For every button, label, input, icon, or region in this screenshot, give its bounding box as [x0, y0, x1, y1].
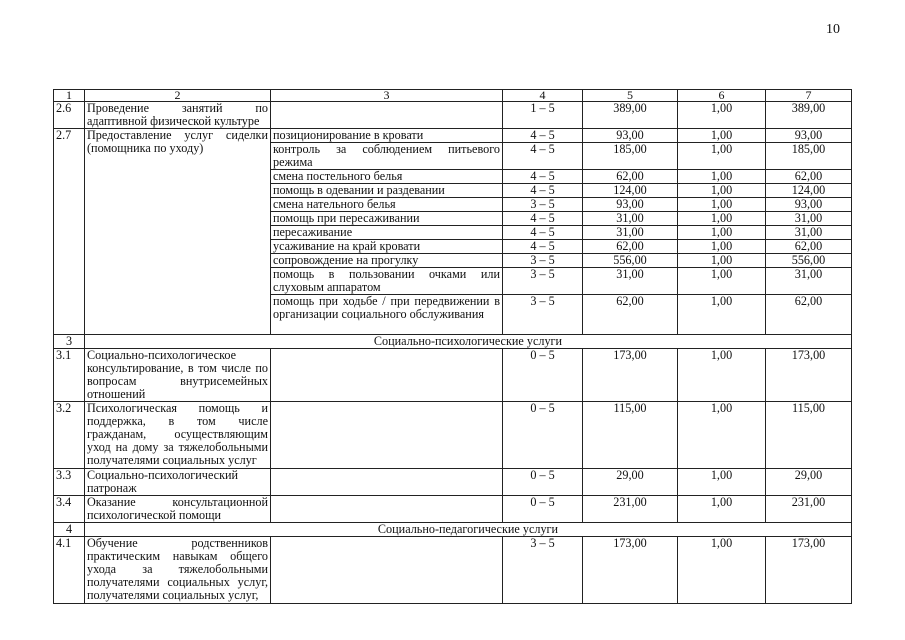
- header-cell: 5: [583, 90, 678, 102]
- price-cell: 62,00: [583, 295, 678, 335]
- price-cell: 62,00: [583, 240, 678, 254]
- row-number: 3.1: [54, 349, 85, 402]
- price-cell: 389,00: [583, 102, 678, 129]
- range-cell: 3 – 5: [503, 295, 583, 335]
- section-number: 4: [54, 523, 85, 537]
- table-row: [54, 469, 852, 496]
- price-cell: 31,00: [583, 212, 678, 226]
- range-cell: 3 – 5: [503, 254, 583, 268]
- subservice-name: усаживание на край кровати: [271, 240, 503, 254]
- range-cell: 4 – 5: [503, 240, 583, 254]
- subservice-name: смена постельного белья: [271, 170, 503, 184]
- header-cell: 3: [271, 90, 503, 102]
- subservice-name: помощь в пользовании очками или слуховым аппаратом: [271, 268, 503, 295]
- subservice-name: помощь при ходьбе / при передвижении в организации социального обслуживания: [271, 295, 503, 335]
- price-cell: 556,00: [583, 254, 678, 268]
- coef-cell: 1,00: [678, 143, 766, 170]
- coef-cell: 1,00: [678, 226, 766, 240]
- section-title: Социально-педагогические услуги: [85, 523, 852, 537]
- price-cell: 31,00: [583, 226, 678, 240]
- coef-cell: 1,00: [678, 295, 766, 335]
- table-row: [54, 129, 852, 143]
- range-cell: 3 – 5: [503, 268, 583, 295]
- subservice-name: позиционирование в кровати: [271, 129, 503, 143]
- range-cell: 4 – 5: [503, 226, 583, 240]
- range-cell: 3 – 5: [503, 198, 583, 212]
- coef-cell: 1,00: [678, 349, 766, 402]
- service-name: Социально-психологическое консультирование, в том числе по вопросам внутрисемейных отношений: [85, 349, 271, 402]
- total-cell: 31,00: [766, 212, 852, 226]
- table-row: [54, 402, 852, 469]
- service-name: Проведение занятий по адаптивной физической культуре: [85, 102, 271, 129]
- section-number: 3: [54, 335, 85, 349]
- range-cell: 0 – 5: [503, 349, 583, 402]
- price-cell: 173,00: [583, 349, 678, 402]
- range-cell: 4 – 5: [503, 143, 583, 170]
- range-cell: 4 – 5: [503, 184, 583, 198]
- service-name: Оказание консультационной психологической помощи: [85, 496, 271, 523]
- table-row: [54, 537, 852, 604]
- coef-cell: 1,00: [678, 240, 766, 254]
- coef-cell: 1,00: [678, 496, 766, 523]
- subservice-name: смена нательного белья: [271, 198, 503, 212]
- row-number: 3.3: [54, 469, 85, 496]
- price-cell: 93,00: [583, 129, 678, 143]
- range-cell: 4 – 5: [503, 129, 583, 143]
- price-cell: 31,00: [583, 268, 678, 295]
- subservice-name: [271, 469, 503, 496]
- header-cell: 4: [503, 90, 583, 102]
- total-cell: 62,00: [766, 295, 852, 335]
- coef-cell: 1,00: [678, 184, 766, 198]
- total-cell: 31,00: [766, 226, 852, 240]
- total-cell: 231,00: [766, 496, 852, 523]
- subservice-name: пересаживание: [271, 226, 503, 240]
- total-cell: 115,00: [766, 402, 852, 469]
- total-cell: 389,00: [766, 102, 852, 129]
- row-number: 3.4: [54, 496, 85, 523]
- total-cell: 93,00: [766, 129, 852, 143]
- range-cell: 1 – 5: [503, 102, 583, 129]
- tariff-table: [53, 89, 852, 604]
- range-cell: 0 – 5: [503, 469, 583, 496]
- price-cell: 231,00: [583, 496, 678, 523]
- total-cell: 173,00: [766, 349, 852, 402]
- table-row: [54, 496, 852, 523]
- subservice-name: [271, 402, 503, 469]
- subservice-name: [271, 102, 503, 129]
- service-name: Обучение родственников практическим навыкам общего ухода за тяжелобольными получателями социальных услуг, получателями социальных услуг,: [85, 537, 271, 604]
- range-cell: 3 – 5: [503, 537, 583, 604]
- coef-cell: 1,00: [678, 212, 766, 226]
- coef-cell: 1,00: [678, 198, 766, 212]
- subservice-name: сопровождение на прогулку: [271, 254, 503, 268]
- total-cell: 556,00: [766, 254, 852, 268]
- total-cell: 93,00: [766, 198, 852, 212]
- subservice-name: [271, 537, 503, 604]
- coef-cell: 1,00: [678, 102, 766, 129]
- coef-cell: 1,00: [678, 129, 766, 143]
- service-name: Психологическая помощь и поддержка, в том числе гражданам, осуществляющим уход на дому за тяжелобольными получателями социальных услуг: [85, 402, 271, 469]
- total-cell: 31,00: [766, 268, 852, 295]
- price-cell: 29,00: [583, 469, 678, 496]
- total-cell: 62,00: [766, 240, 852, 254]
- section-row: [54, 523, 852, 537]
- page-number: 10: [826, 22, 840, 37]
- header-cell: 7: [766, 90, 852, 102]
- row-number: 3.2: [54, 402, 85, 469]
- subservice-name: контроль за соблюдением питьевого режима: [271, 143, 503, 170]
- table-row: [54, 349, 852, 402]
- subservice-name: помощь при пересаживании: [271, 212, 503, 226]
- subservice-name: [271, 349, 503, 402]
- total-cell: 185,00: [766, 143, 852, 170]
- row-number: 2.6: [54, 102, 85, 129]
- price-cell: 93,00: [583, 198, 678, 212]
- range-cell: 0 – 5: [503, 402, 583, 469]
- total-cell: 124,00: [766, 184, 852, 198]
- range-cell: 4 – 5: [503, 212, 583, 226]
- header-cell: 6: [678, 90, 766, 102]
- total-cell: 29,00: [766, 469, 852, 496]
- range-cell: 4 – 5: [503, 170, 583, 184]
- header-cell: 1: [54, 90, 85, 102]
- price-cell: 185,00: [583, 143, 678, 170]
- section-row: [54, 335, 852, 349]
- table-row: [54, 102, 852, 129]
- price-cell: 173,00: [583, 537, 678, 604]
- table-header-row: [54, 90, 852, 102]
- total-cell: 173,00: [766, 537, 852, 604]
- service-name: Предоставление услуг сиделки (помощника по уходу): [85, 129, 271, 335]
- row-number: 2.7: [54, 129, 85, 335]
- service-name: Социально-психологический патронаж: [85, 469, 271, 496]
- coef-cell: 1,00: [678, 268, 766, 295]
- coef-cell: 1,00: [678, 469, 766, 496]
- range-cell: 0 – 5: [503, 496, 583, 523]
- coef-cell: 1,00: [678, 170, 766, 184]
- header-cell: 2: [85, 90, 271, 102]
- price-cell: 115,00: [583, 402, 678, 469]
- section-title: Социально-психологические услуги: [85, 335, 852, 349]
- coef-cell: 1,00: [678, 402, 766, 469]
- coef-cell: 1,00: [678, 254, 766, 268]
- row-number: 4.1: [54, 537, 85, 604]
- coef-cell: 1,00: [678, 537, 766, 604]
- subservice-name: помощь в одевании и раздевании: [271, 184, 503, 198]
- subservice-name: [271, 496, 503, 523]
- total-cell: 62,00: [766, 170, 852, 184]
- price-cell: 124,00: [583, 184, 678, 198]
- price-cell: 62,00: [583, 170, 678, 184]
